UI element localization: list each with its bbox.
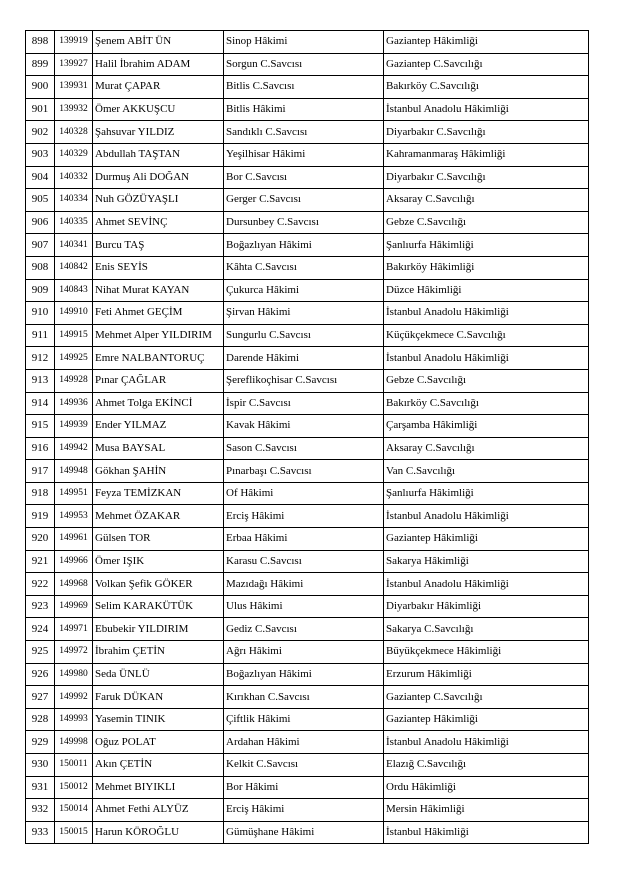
table-row [26,821,589,844]
row-number: 919 [26,505,55,528]
person-name: Mehmet BIYIKLI [93,776,224,799]
registry-number: 149971 [55,618,93,641]
person-name: Nihat Murat KAYAN [93,279,224,302]
registry-number: 149966 [55,550,93,573]
registry-number: 149992 [55,686,93,709]
current-post: Sason C.Savcısı [224,437,384,460]
table-row [26,98,589,121]
new-post: Şanlıurfa Hâkimliği [384,482,589,505]
row-number: 926 [26,663,55,686]
person-name: Seda ÜNLÜ [93,663,224,686]
table-row [26,76,589,99]
table-row [26,799,589,822]
table-row [26,708,589,731]
person-name: İbrahim ÇETİN [93,641,224,664]
new-post: Gaziantep C.Savcılığı [384,53,589,76]
table-row [26,482,589,505]
current-post: Ardahan Hâkimi [224,731,384,754]
row-number: 903 [26,143,55,166]
row-number: 900 [26,76,55,99]
new-post: Bakırköy C.Savcılığı [384,76,589,99]
person-name: Halil İbrahim ADAM [93,53,224,76]
row-number: 911 [26,324,55,347]
current-post: Boğazlıyan Hâkimi [224,234,384,257]
person-name: Pınar ÇAĞLAR [93,369,224,392]
current-post: Bitlis C.Savcısı [224,76,384,99]
person-name: Gülsen TOR [93,528,224,551]
table-row [26,392,589,415]
table-row [26,234,589,257]
table-row [26,663,589,686]
new-post: İstanbul Anadolu Hâkimliği [384,731,589,754]
row-number: 923 [26,595,55,618]
current-post: Şereflikoçhisar C.Savcısı [224,369,384,392]
new-post: Düzce Hâkimliği [384,279,589,302]
row-number: 932 [26,799,55,822]
table-row [26,256,589,279]
table-row [26,437,589,460]
registry-number: 149915 [55,324,93,347]
registry-number: 149910 [55,302,93,325]
registry-number: 139919 [55,31,93,54]
current-post: Boğazlıyan Hâkimi [224,663,384,686]
person-name: Ender YILMAZ [93,415,224,438]
person-name: Ahmet SEVİNÇ [93,211,224,234]
row-number: 912 [26,347,55,370]
registry-number: 149936 [55,392,93,415]
new-post: Diyarbakır C.Savcılığı [384,121,589,144]
table-row [26,53,589,76]
current-post: Sandıklı C.Savcısı [224,121,384,144]
person-name: Şahsuvar YILDIZ [93,121,224,144]
current-post: Ağrı Hâkimi [224,641,384,664]
registry-number: 149961 [55,528,93,551]
new-post: Sakarya C.Savcılığı [384,618,589,641]
row-number: 925 [26,641,55,664]
registry-number: 150014 [55,799,93,822]
row-number: 906 [26,211,55,234]
table-row [26,550,589,573]
registry-number: 149980 [55,663,93,686]
current-post: Ulus Hâkimi [224,595,384,618]
person-name: Mehmet Alper YILDIRIM [93,324,224,347]
new-post: Gaziantep C.Savcılığı [384,686,589,709]
current-post: Of Hâkimi [224,482,384,505]
row-number: 913 [26,369,55,392]
table-row [26,121,589,144]
table-row [26,143,589,166]
new-post: Diyarbakır C.Savcılığı [384,166,589,189]
person-name: Abdullah TAŞTAN [93,143,224,166]
new-post: Bakırköy C.Savcılığı [384,392,589,415]
row-number: 901 [26,98,55,121]
person-name: Oğuz POLAT [93,731,224,754]
current-post: Kırıkhan C.Savcısı [224,686,384,709]
current-post: Kâhta C.Savcısı [224,256,384,279]
table-row [26,324,589,347]
registry-number: 140335 [55,211,93,234]
table-row [26,302,589,325]
current-post: Pınarbaşı C.Savcısı [224,460,384,483]
registry-number: 140842 [55,256,93,279]
current-post: Çukurca Hâkimi [224,279,384,302]
table-row [26,460,589,483]
registry-number: 140329 [55,143,93,166]
row-number: 907 [26,234,55,257]
current-post: Bitlis Hâkimi [224,98,384,121]
table-row [26,754,589,777]
table-row [26,505,589,528]
current-post: Şirvan Hâkimi [224,302,384,325]
registry-number: 149951 [55,482,93,505]
new-post: Çarşamba Hâkimliği [384,415,589,438]
registry-number: 140341 [55,234,93,257]
table-row [26,189,589,212]
new-post: Şanlıurfa Hâkimliği [384,234,589,257]
person-name: Akın ÇETİN [93,754,224,777]
new-post: Diyarbakır Hâkimliği [384,595,589,618]
new-post: Gebze C.Savcılığı [384,369,589,392]
row-number: 905 [26,189,55,212]
registry-number: 149972 [55,641,93,664]
registry-number: 140334 [55,189,93,212]
new-post: Büyükçekmece Hâkimliği [384,641,589,664]
new-post: İstanbul Anadolu Hâkimliği [384,505,589,528]
current-post: Çiftlik Hâkimi [224,708,384,731]
table-row [26,776,589,799]
registry-number: 149925 [55,347,93,370]
new-post: Gaziantep Hâkimliği [384,528,589,551]
table-row [26,731,589,754]
new-post: Mersin Hâkimliği [384,799,589,822]
new-post: Erzurum Hâkimliği [384,663,589,686]
current-post: Gümüşhane Hâkimi [224,821,384,844]
registry-number: 149939 [55,415,93,438]
row-number: 933 [26,821,55,844]
current-post: Bor C.Savcısı [224,166,384,189]
new-post: Aksaray C.Savcılığı [384,189,589,212]
row-number: 924 [26,618,55,641]
person-name: Ahmet Tolga EKİNCİ [93,392,224,415]
current-post: Gerger C.Savcısı [224,189,384,212]
person-name: Ömer AKKUŞCU [93,98,224,121]
table-row [26,369,589,392]
current-post: Kavak Hâkimi [224,415,384,438]
new-post: Aksaray C.Savcılığı [384,437,589,460]
registry-number: 139932 [55,98,93,121]
row-number: 917 [26,460,55,483]
registry-number: 150015 [55,821,93,844]
person-name: Nuh GÖZÜYAŞLI [93,189,224,212]
row-number: 915 [26,415,55,438]
current-post: Karasu C.Savcısı [224,550,384,573]
row-number: 931 [26,776,55,799]
current-post: Bor Hâkimi [224,776,384,799]
row-number: 920 [26,528,55,551]
new-post: Ordu Hâkimliği [384,776,589,799]
row-number: 930 [26,754,55,777]
current-post: Erciş Hâkimi [224,799,384,822]
new-post: Gaziantep Hâkimliği [384,708,589,731]
new-post: Gebze C.Savcılığı [384,211,589,234]
table-row [26,31,589,54]
row-number: 910 [26,302,55,325]
row-number: 916 [26,437,55,460]
person-name: Mehmet ÖZAKAR [93,505,224,528]
row-number: 908 [26,256,55,279]
current-post: Dursunbey C.Savcısı [224,211,384,234]
row-number: 921 [26,550,55,573]
row-number: 914 [26,392,55,415]
person-name: Emre NALBANTORUÇ [93,347,224,370]
registry-number: 149928 [55,369,93,392]
registry-number: 140328 [55,121,93,144]
row-number: 927 [26,686,55,709]
current-post: Erbaa Hâkimi [224,528,384,551]
table-row [26,166,589,189]
person-name: Gökhan ŞAHİN [93,460,224,483]
registry-number: 140843 [55,279,93,302]
new-post: Gaziantep Hâkimliği [384,31,589,54]
person-name: Ahmet Fethi ALYÜZ [93,799,224,822]
row-number: 902 [26,121,55,144]
current-post: Darende Hâkimi [224,347,384,370]
registry-number: 150011 [55,754,93,777]
person-name: Şenem ABİT ÜN [93,31,224,54]
new-post: Bakırköy Hâkimliği [384,256,589,279]
registry-number: 149953 [55,505,93,528]
current-post: İspir C.Savcısı [224,392,384,415]
new-post: İstanbul Anadolu Hâkimliği [384,302,589,325]
new-post: İstanbul Anadolu Hâkimliği [384,347,589,370]
table-row [26,415,589,438]
new-post: Sakarya Hâkimliği [384,550,589,573]
row-number: 928 [26,708,55,731]
current-post: Sinop Hâkimi [224,31,384,54]
row-number: 899 [26,53,55,76]
table-row [26,211,589,234]
current-post: Sungurlu C.Savcısı [224,324,384,347]
person-name: Ömer IŞIK [93,550,224,573]
row-number: 922 [26,573,55,596]
row-number: 918 [26,482,55,505]
person-name: Murat ÇAPAR [93,76,224,99]
table-row [26,641,589,664]
person-name: Burcu TAŞ [93,234,224,257]
person-name: Enis SEYİS [93,256,224,279]
new-post: Elazığ C.Savcılığı [384,754,589,777]
table-row [26,528,589,551]
new-post: İstanbul Anadolu Hâkimliği [384,98,589,121]
table-body [26,31,589,844]
person-name: Harun KÖROĞLU [93,821,224,844]
new-post: Van C.Savcılığı [384,460,589,483]
current-post: Sorgun C.Savcısı [224,53,384,76]
row-number: 929 [26,731,55,754]
person-name: Musa BAYSAL [93,437,224,460]
table-row [26,573,589,596]
registry-number: 149968 [55,573,93,596]
current-post: Erciş Hâkimi [224,505,384,528]
person-name: Durmuş Ali DOĞAN [93,166,224,189]
row-number: 898 [26,31,55,54]
registry-number: 149969 [55,595,93,618]
registry-number: 149948 [55,460,93,483]
table-row [26,618,589,641]
registry-number: 149993 [55,708,93,731]
registry-number: 150012 [55,776,93,799]
person-name: Faruk DÜKAN [93,686,224,709]
current-post: Gediz C.Savcısı [224,618,384,641]
row-number: 904 [26,166,55,189]
registry-number: 149942 [55,437,93,460]
new-post: Kahramanmaraş Hâkimliği [384,143,589,166]
current-post: Yeşilhisar Hâkimi [224,143,384,166]
registry-number: 149998 [55,731,93,754]
person-name: Ebubekir YILDIRIM [93,618,224,641]
row-number: 909 [26,279,55,302]
table-row [26,595,589,618]
person-name: Feti Ahmet GEÇİM [93,302,224,325]
person-name: Selim KARAKÜTÜK [93,595,224,618]
table-row [26,279,589,302]
registry-number: 139931 [55,76,93,99]
registry-number: 140332 [55,166,93,189]
table-row [26,686,589,709]
table-row [26,347,589,370]
new-post: İstanbul Hâkimliği [384,821,589,844]
person-name: Volkan Şefik GÖKER [93,573,224,596]
current-post: Mazıdağı Hâkimi [224,573,384,596]
new-post: Küçükçekmece C.Savcılığı [384,324,589,347]
current-post: Kelkit C.Savcısı [224,754,384,777]
person-name: Yasemin TINIK [93,708,224,731]
person-name: Feyza TEMİZKAN [93,482,224,505]
registry-number: 139927 [55,53,93,76]
appointment-table [25,30,589,844]
new-post: İstanbul Anadolu Hâkimliği [384,573,589,596]
